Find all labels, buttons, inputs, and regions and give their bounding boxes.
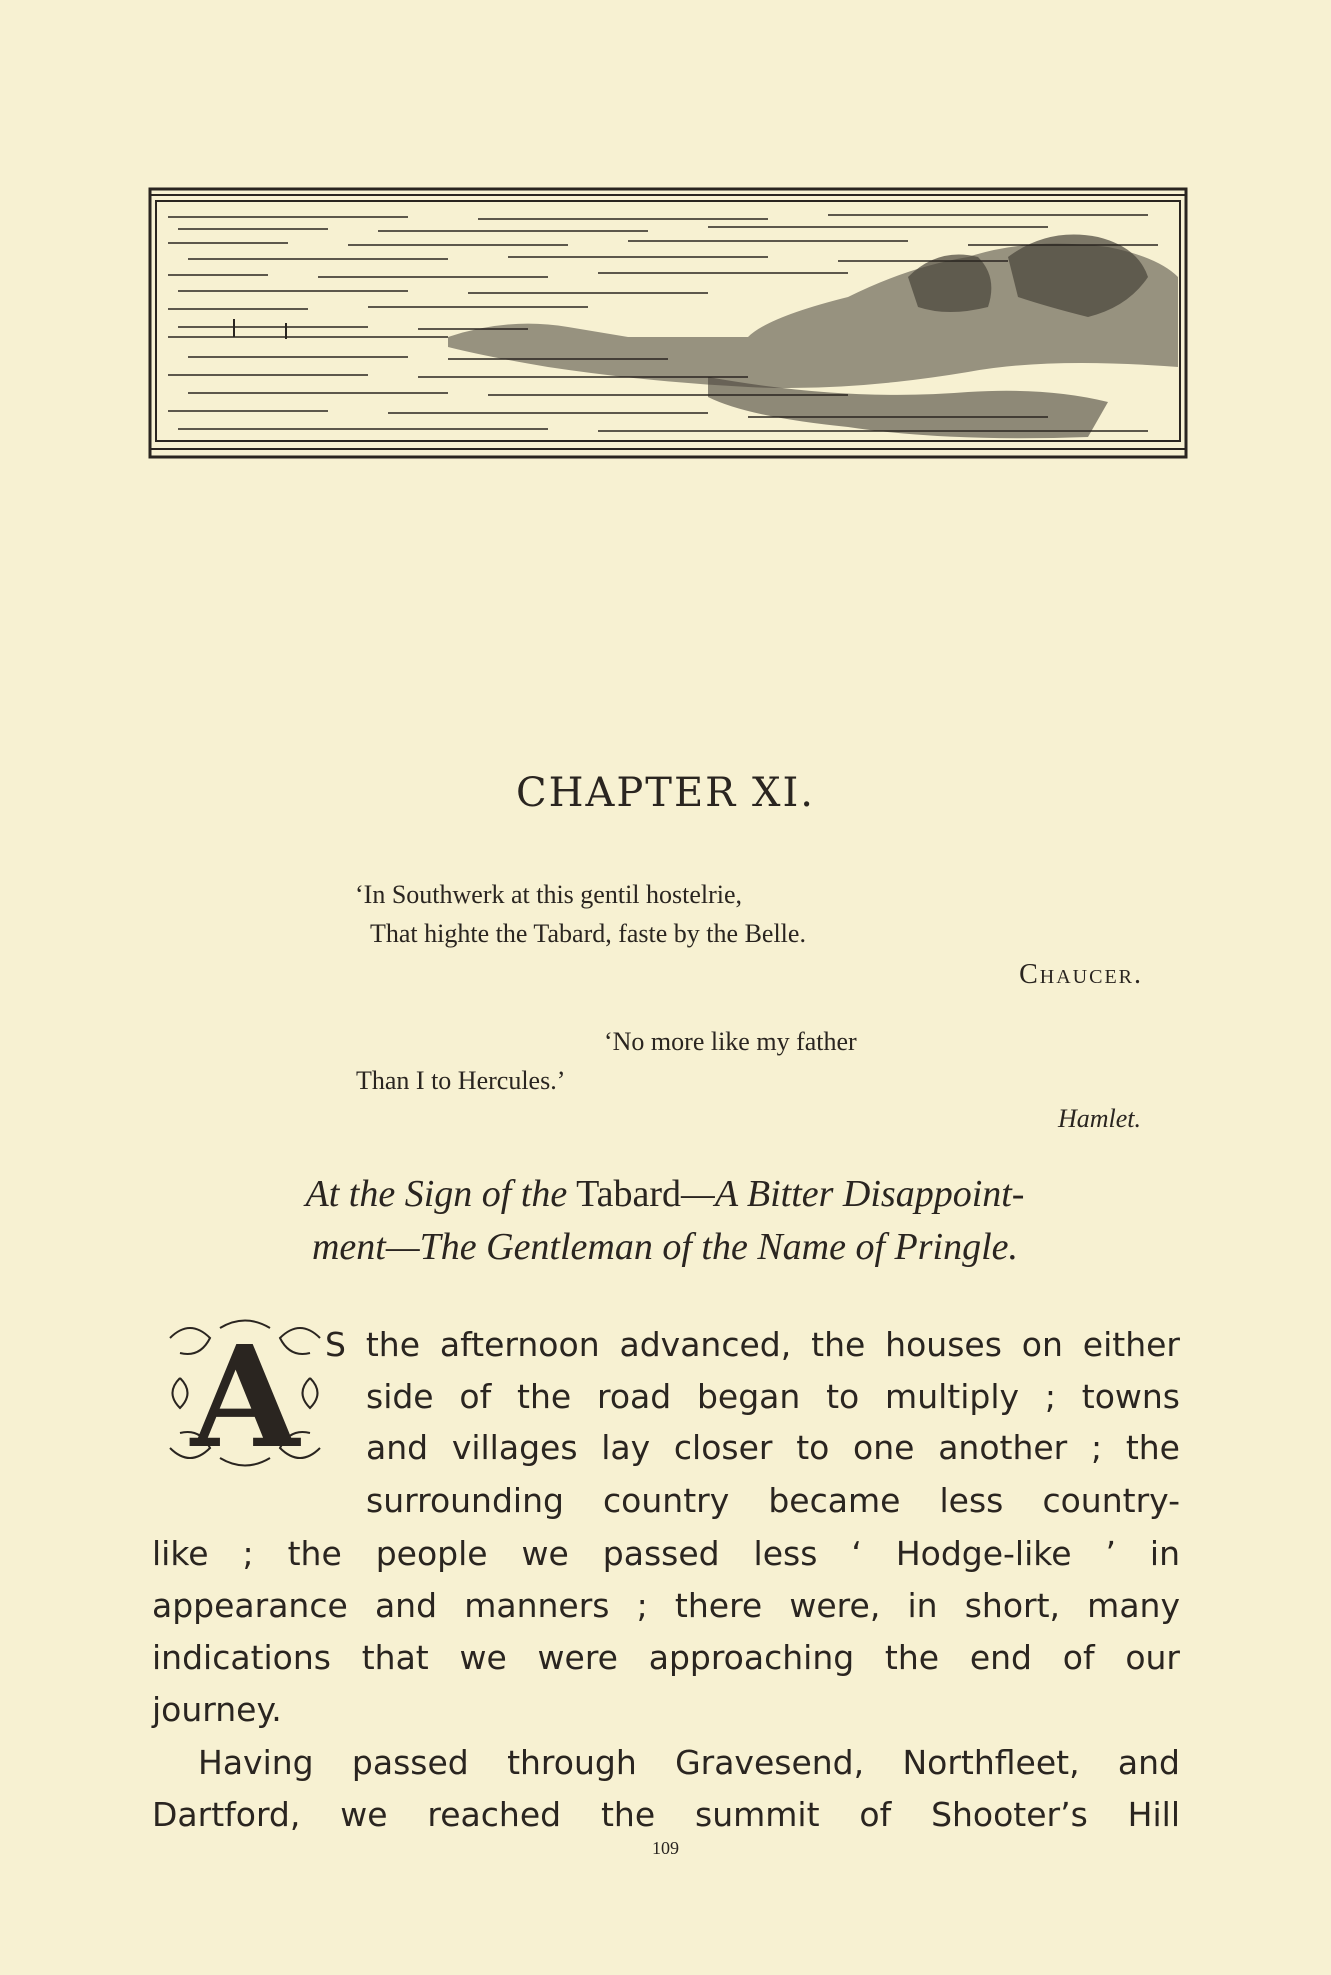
- page-number: 109: [652, 1838, 679, 1858]
- chapter-title: CHAPTER XI.: [516, 770, 815, 816]
- text-line: and villages lay closer to one another ; the: [366, 1428, 1180, 1467]
- text-line: journey.: [152, 1690, 282, 1729]
- epigraph-line: That highte the Tabard, faste by the Belle.: [370, 919, 806, 948]
- epigraph-source: Chaucer.: [1019, 959, 1143, 990]
- text-line: like ; the people we passed less ‘ Hodge-like ’ in: [152, 1534, 1180, 1573]
- synopsis-text: At the Sign of the: [305, 1173, 568, 1215]
- synopsis-text: —A Bitter Disappoint-: [681, 1173, 1025, 1215]
- text-line: Having passed through Gravesend, Northfleet, and: [198, 1743, 1180, 1782]
- text-line: side of the road began to multiply ; towns: [366, 1377, 1180, 1416]
- text-line: appearance and manners ; there were, in short, many: [152, 1586, 1180, 1625]
- ornamental-dropcap: [160, 1318, 330, 1468]
- text-line: surrounding country became less country-: [366, 1481, 1180, 1520]
- text-line: Dartford, we reached the summit of Shooter’s Hill: [152, 1795, 1180, 1834]
- epigraph-source: Hamlet.: [1057, 1104, 1141, 1133]
- text-line: S the afternoon advanced, the houses on either: [325, 1325, 1180, 1364]
- synopsis-text: Tabard: [576, 1173, 682, 1215]
- epigraph-line: ‘In Southwerk at this gentil hostelrie,: [355, 880, 743, 909]
- epigraph-line: Than I to Hercules.’: [356, 1066, 566, 1095]
- epigraph-line: ‘No more like my father: [604, 1027, 857, 1056]
- synopsis-text: ment—The Gentleman of the Name of Pringle.: [311, 1226, 1019, 1268]
- dropcap-letter: A: [190, 1318, 300, 1468]
- chapter-synopsis: [150, 1168, 1180, 1274]
- landscape-engraving-headpiece: [148, 187, 1188, 459]
- text-line: indications that we were approaching the end of our: [152, 1638, 1180, 1677]
